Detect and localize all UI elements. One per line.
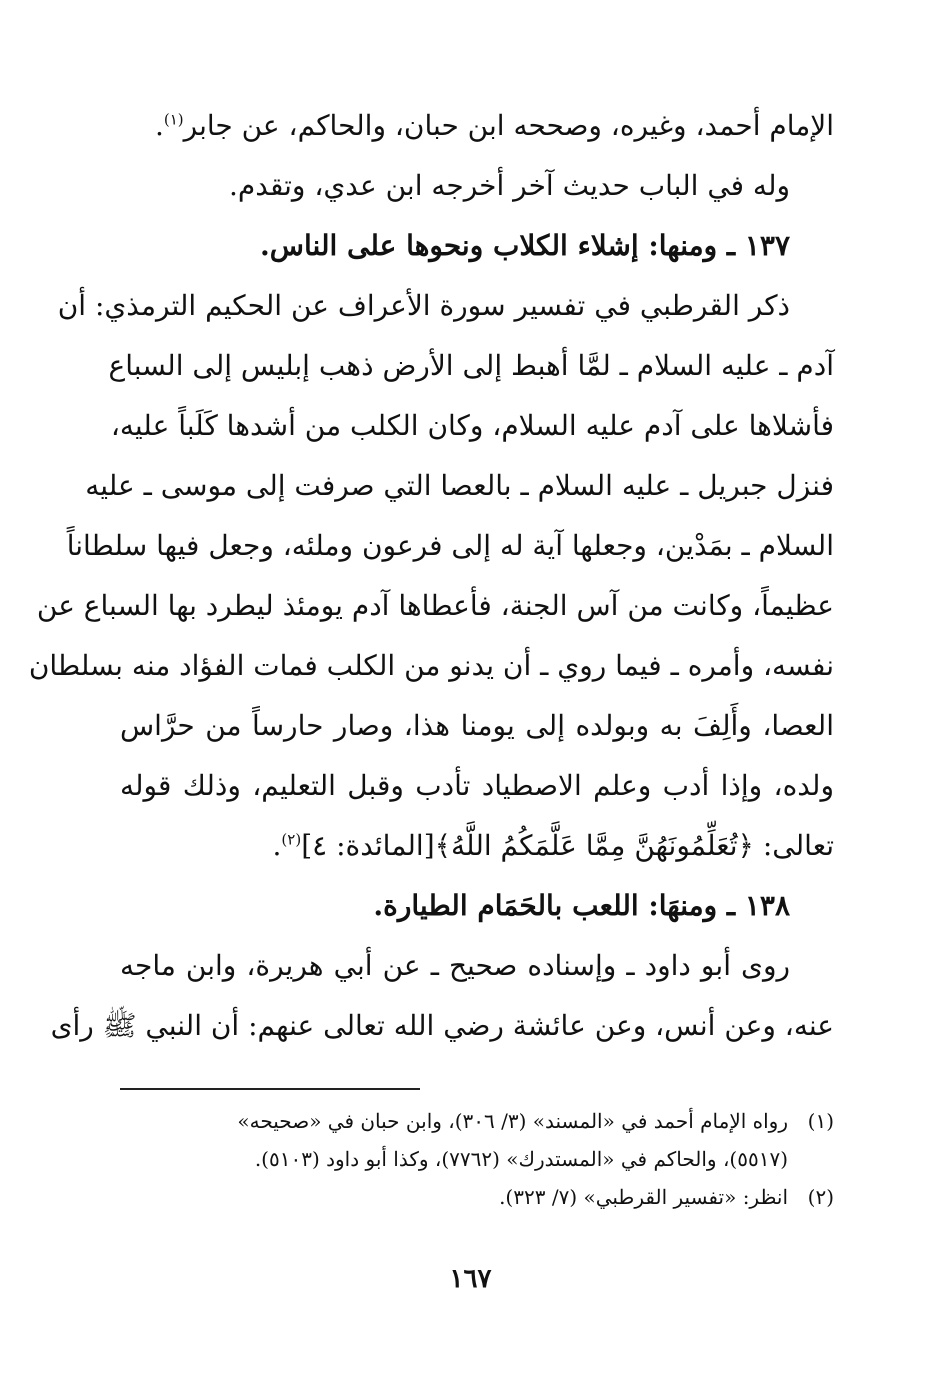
footnote-1 <box>120 1102 834 1140</box>
body-line-6: فأشلاها على آدم عليه السلام، وكان الكلب من أشدها كَلَباً عليه، <box>110 409 834 442</box>
quran-quote: تعالى: ﴿تُعَلِّمُونَهُنَّ مِمَّا عَلَّمَكُمُ اللَّهُ﴾[المائدة: ٤] <box>301 829 834 862</box>
body-line-1: الإمام أحمد، وغيره، وصححه ابن حبان، والحاكم، عن جابر$^{(١)}$. <box>154 109 834 142</box>
body-line-11: العصا، وأَلِفَ به وبولده إلى يومنا هذا، وصار حارساً من حرَّاس <box>120 709 834 742</box>
body-line-2: وله في الباب حديث آخر أخرجه ابن عدي، وتقدم. <box>229 169 790 202</box>
footnote-ref-1: (١) <box>163 110 184 129</box>
body-line-10: نفسه، وأمره ـ فيما روي ـ أن يدنو من الكلب فمات الفؤاد منه بسلطان <box>28 649 834 682</box>
body-line-8: السلام ـ بمَدْين، وجعلها آية له إلى فرعون وملئه، وجعل فيها سلطاناً <box>66 529 834 562</box>
footnote-ref-2: (٢) <box>281 830 302 849</box>
footnotes-section <box>120 1088 834 1216</box>
body-line-7: فنزل جبريل ـ عليه السلام ـ بالعصا التي صرفت إلى موسى ـ عليه <box>85 469 834 502</box>
footnote-2-text: انظر: «تفسير القرطبي» (٧/ ٣٢٣). <box>499 1185 788 1209</box>
body-line-12: ولده، وإذا أدب وعلم الاصطياد تأدب وقبل التعليم، وذلك قوله <box>120 769 834 802</box>
body-line-5: آدم ـ عليه السلام ـ لمَّا أهبط إلى الأرض ذهب إبليس إلى السباع <box>108 349 834 382</box>
body-line-13: تعالى: ﴿تُعَلِّمُونَهُنَّ مِمَّا عَلَّمَكُمُ اللَّهُ﴾[المائدة: ٤]$^{(٢)}$. <box>272 829 834 862</box>
footnote-1-marker: (١) <box>807 1109 834 1133</box>
body-line-16: عنه، وعن أنس، وعن عائشة رضي الله تعالى عنهم: أن النبي ﷺ رأى <box>50 1009 834 1042</box>
page-number: ١٦٧ <box>449 1264 492 1294</box>
body-line-4: ذكر القرطبي في تفسير سورة الأعراف عن الحكيم الترمذي: أن <box>57 289 790 322</box>
body-line-15: روى أبو داود ـ وإسناده صحيح ـ عن أبي هريرة، وابن ماجه <box>120 949 790 982</box>
page-body <box>28 96 834 1056</box>
footnote-2-marker: (٢) <box>807 1185 834 1209</box>
section-heading-138: ١٣٨ ـ ومنهَا: اللعب بالحَمَام الطيارة. <box>373 889 790 922</box>
footnote-2 <box>120 1178 834 1216</box>
footnote-divider <box>120 1088 420 1090</box>
footnote-1-continuation: (٥٥١٧)، والحاكم في «المستدرك» (٧٧٦٢)، وكذا أبو داود (٥١٠٣). <box>254 1147 788 1171</box>
section-heading-137: ١٣٧ ـ ومنها: إشلاء الكلاب ونحوها على الناس. <box>260 229 790 262</box>
body-line-9: عظيماً، وكانت من آس الجنة، فأعطاها آدم يومئذ ليطرد بها السباع عن <box>36 589 834 622</box>
footnote-1-text: رواه الإمام أحمد في «المسند» (٣/ ٣٠٦)، وابن حبان في «صحيحه» <box>237 1109 788 1133</box>
